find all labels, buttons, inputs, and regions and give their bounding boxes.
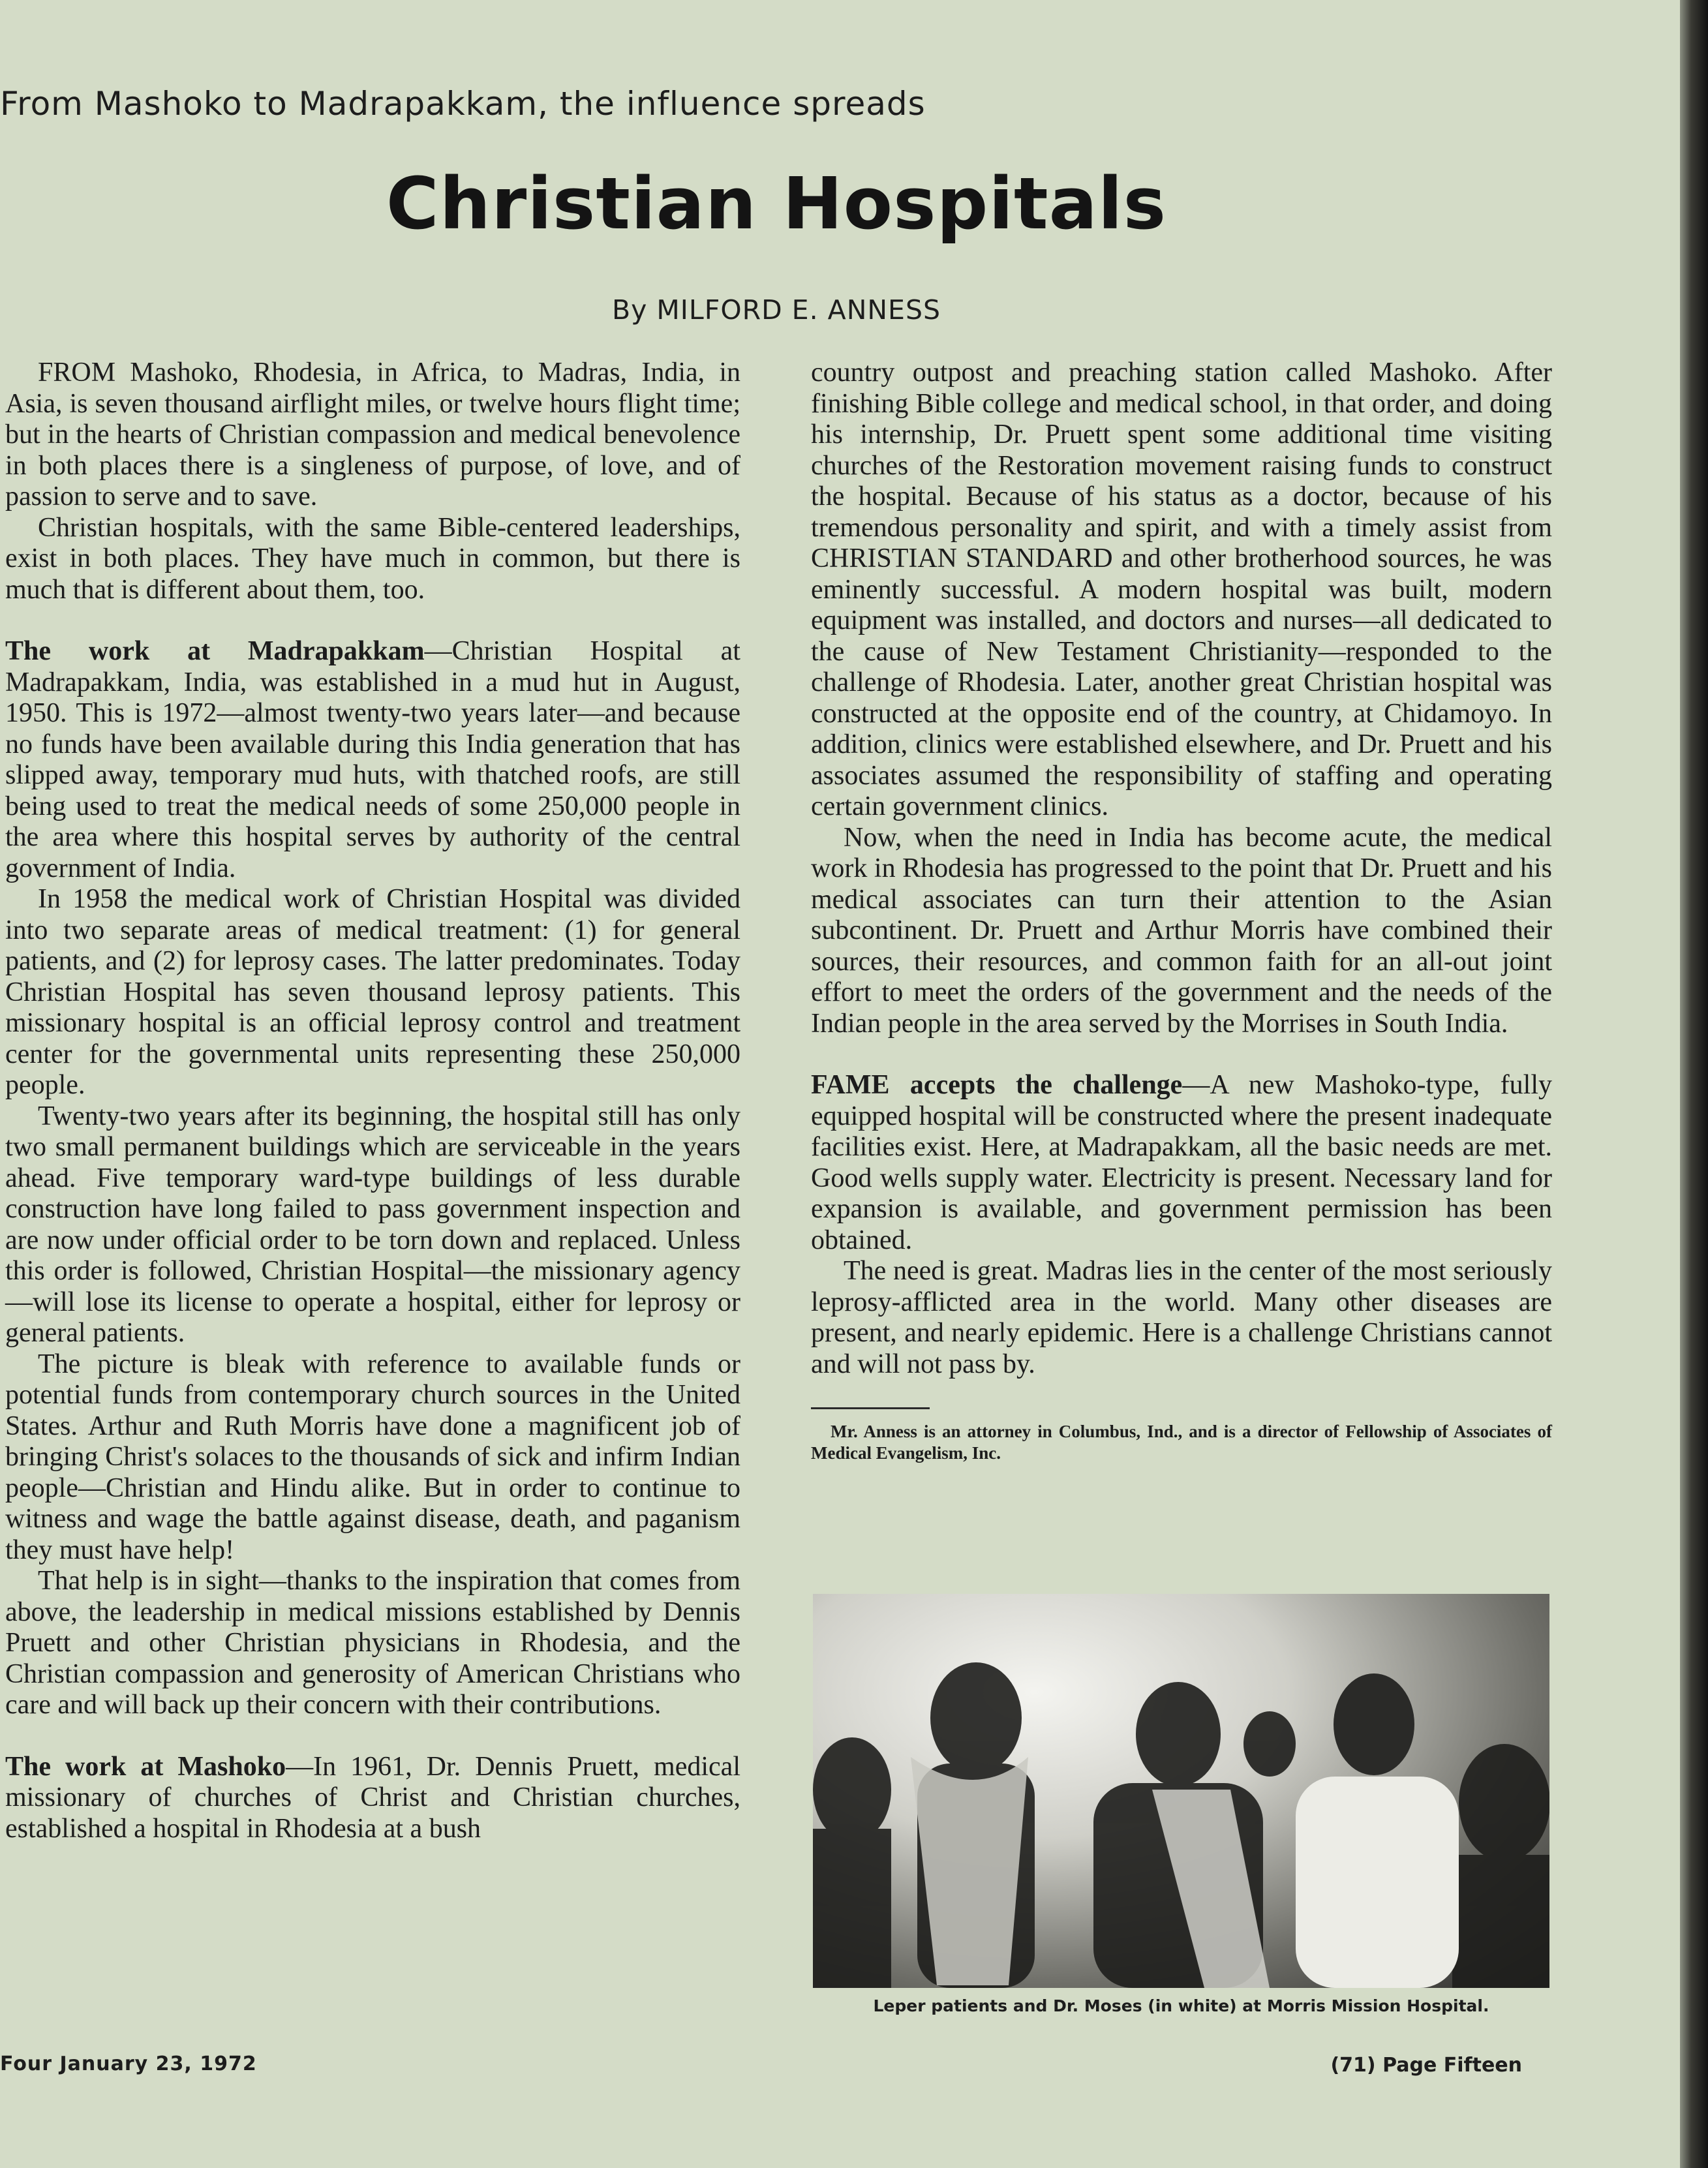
paragraph: FROM Mashoko, Rhodesia, in Africa, to Madras, India, in Asia, is seven thousand airflight miles, or twelve hours flight time; but in the hearts of Christian compassion and medical benevolence in both places there is a singleness of purpose, of love, and of passion to serve and to save. xyxy=(5,358,740,511)
photo-illustration xyxy=(813,1594,1549,1988)
section-fame xyxy=(811,1070,1552,1256)
section-madrapakkam xyxy=(5,636,740,884)
binding-spine xyxy=(1680,0,1708,2168)
article-byline: By MILFORD E. ANNESS xyxy=(612,294,941,326)
author-footnote: Mr. Anness is an attorney in Columbus, Ind., and is a director of Fellowship of Associates of Medical Evangelism, Inc. xyxy=(811,1422,1552,1463)
section-heading: The work at Mashoko xyxy=(5,1751,286,1782)
paragraph: In 1958 the medical work of Christian Hospital was divided into two separate areas of medical treatment: (1) for general patients, and (2) for leprosy cases. The latter predominates. Today Christian Hospital has seven thousand leprosy patients. This missionary hospital is an official leprosy control and treatment center for the governmental units representing these 250,000 people. xyxy=(5,884,740,1100)
section-heading: The work at Madrapakkam xyxy=(5,636,425,666)
left-column xyxy=(5,358,740,1844)
section-mashoko xyxy=(5,1752,740,1845)
footnote-rule xyxy=(811,1407,930,1409)
article-title: Christian Hospitals xyxy=(386,162,1167,245)
footer-left: Four January 23, 1972 xyxy=(0,2053,257,2075)
leper-patients-photo xyxy=(813,1594,1549,1988)
section-text: —A new Mashoko-type, fully equipped hospital will be constructed where the present inadequate facilities exist. Here, at Madrapakkam, all the basic needs are met. Good wells supply water. Electricity is present. Necessary land for expansion is available, and government permission has been obtained. xyxy=(811,1070,1552,1255)
paragraph: Christian hospitals, with the same Bible-centered leaderships, exist in both places. They have much in common, but there is much that is different about them, too. xyxy=(5,512,740,605)
paragraph: The picture is bleak with reference to available funds or potential funds from contemporary church sources in the United States. Arthur and Ruth Morris have done a magnificent job of bringing Christ's solaces to the thousands of sick and infirm Indian people—Christian and Hindu alike. But in order to continue to witness and wage the battle against disease, death, and paganism they must have help! xyxy=(5,1349,740,1565)
paragraph: Now, when the need in India has become acute, the medical work in Rhodesia has progressed to the point that Dr. Pruett and his medical associates can turn their attention to the Asian subcontinent. Dr. Pruett and Arthur Morris have combined their sources, their resources, and common faith for an all-out joint effort to meet the orders of the government and the needs of the Indian people in the area served by the Morrises in South India. xyxy=(811,822,1552,1039)
right-column xyxy=(811,358,1552,1464)
section-heading: FAME accepts the challenge xyxy=(811,1070,1183,1100)
article-kicker: From Mashoko to Madrapakkam, the influence spreads xyxy=(0,85,926,123)
paragraph: Twenty-two years after its beginning, the hospital still has only two small permanent buildings which are serviceable in the years ahead. Five temporary ward-type buildings of less durable construction have long failed to pass government inspection and are now under official order to be torn down and replaced. Unless this order is followed, Christian Hospital—the missionary agency—will lose its license to operate a hospital, either for leprosy or general patients. xyxy=(5,1101,740,1348)
photo-caption: Leper patients and Dr. Moses (in white) at Morris Mission Hospital. xyxy=(873,1996,1489,2015)
footer-right: (71) Page Fifteen xyxy=(1330,2054,1522,2077)
section-text: —In 1961, Dr. Dennis Pruett, medical missionary of churches of Christ and Christian churches, established a hospital in Rhodesia at a bush xyxy=(5,1751,740,1844)
paragraph: That help is in sight—thanks to the inspiration that comes from above, the leadership in medical missions established by Dennis Pruett and other Christian physicians in Rhodesia, and the Christian compassion and generosity of American Christians who care and will back up their concern with their contributions. xyxy=(5,1566,740,1720)
paragraph: The need is great. Madras lies in the center of the most seriously leprosy-afflicted area in the world. Many other diseases are present, and nearly epidemic. Here is a challenge Christians cannot and will not pass by. xyxy=(811,1256,1552,1379)
section-text: —Christian Hospital at Madrapakkam, India, was established in a mud hut in August, 1950. This is 1972—almost twenty-two years later—and because no funds have been available during this India generation that has slipped away, temporary mud huts, with thatched roofs, are still being used to treat the medical needs of some 250,000 people in the area where this hospital serves by authority of the central government of India. xyxy=(5,636,740,883)
paragraph: country outpost and preaching station called Mashoko. After finishing Bible college and medical school, in that order, and doing his internship, Dr. Pruett spent some additional time visiting churches of the Restoration movement raising funds to construct the hospital. Because of his status as a doctor, because of his tremendous personality and spirit, and with a timely assist from CHRISTIAN STANDARD and other brotherhood sources, he was eminently successful. A modern hospital was built, modern equipment was installed, and doctors and nurses—all dedicated to the cause of New Testament Christianity—responded to the challenge of Rhodesia. Later, another great Christian hospital was constructed at the opposite end of the country, at Chidamoyo. In addition, clinics were established elsewhere, and Dr. Pruett and his associates assumed the responsibility of staffing and operating certain government clinics. xyxy=(811,358,1552,821)
